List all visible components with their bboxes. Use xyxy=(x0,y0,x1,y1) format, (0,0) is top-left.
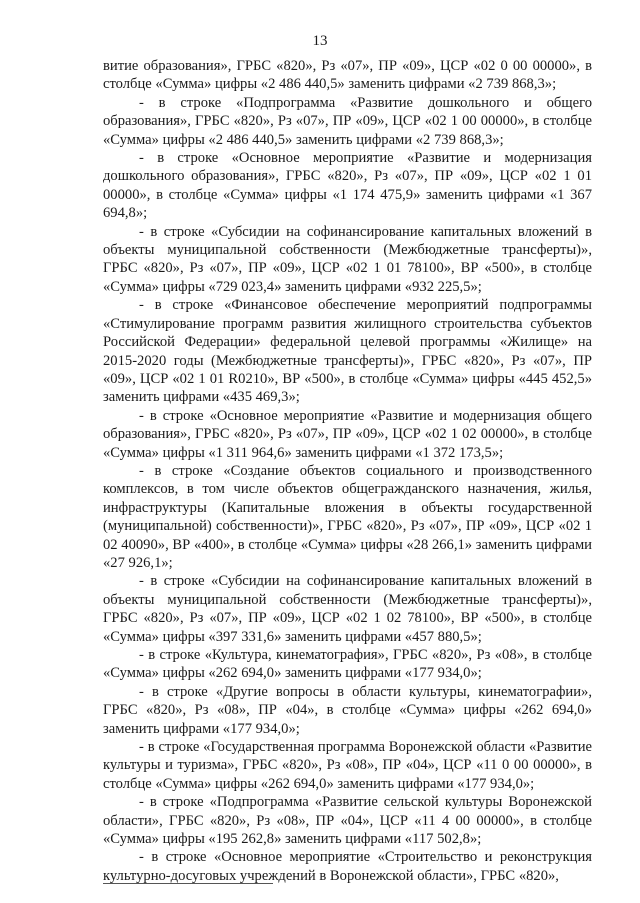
paragraph: - в строке «Культура, кинематография», ГРБС «820», Рз «08», в столбце «Сумма» цифры «262 694,0» заменить цифрами «177 934,0»; xyxy=(103,647,592,682)
paragraph: - в строке «Основное мероприятие «Строительство и реконструкция культурно-досуговых учреждений в Воронежской области», ГРБС «820», xyxy=(103,849,592,884)
paragraph: - в строке «Подпрограмма «Развитие дошкольного и общего образования», ГРБС «820», Рз «07», ПР «09», ЦСР «02 1 00 00000», в столбце «Сумма» цифры «2 486 440,5» заменить цифрами «2 739 868,3»; xyxy=(103,94,592,148)
paragraph: - в строке «Основное мероприятие «Развитие и модернизация дошкольного образования», ГРБС «820», Рз «07», ПР «09», ЦСР «02 1 01 00000», в столбце «Сумма» цифры «1 174 475,9» заменить цифрами «1 367 694,8»; xyxy=(103,150,592,222)
footnote-divider xyxy=(103,883,273,884)
paragraph: - в строке «Субсидии на софинансирование капитальных вложений в объекты муниципальной собственности (Межбюджетные трансферты)», ГРБС «820», Рз «07», ПР «09», ЦСР «02 1 01 78100», ВР «500», в столбце «Сумма» цифры «729 023,4» заменить цифрами «932 225,5»; xyxy=(103,223,592,295)
paragraph: - в строке «Другие вопросы в области культуры, кинематографии», ГРБС «820», Рз «08», ПР «04», в столбце «Сумма» цифры «262 694,0» заменить цифрами «177 934,0»; xyxy=(103,683,592,737)
page-number: 13 xyxy=(312,33,328,49)
paragraph: - в строке «Подпрограмма «Развитие сельской культуры Воронежской области», ГРБС «820», Рз «08», ПР «04», ЦСР «11 4 00 00000», в столбце «Сумма» цифры «195 262,8» заменить цифрами «117 502,8»; xyxy=(103,794,592,848)
document-body xyxy=(103,57,592,885)
paragraph: - в строке «Создание объектов социального и производственного комплексов, в том числе объектов общегражданского назначения, жилья, инфраструктуры (Капитальные вложения в объекты государственной (муниципальной) собственности)», ГРБС «820», Рз «07», ПР «09», ЦСР «02 1 02 40090», ВР «400», в столбце «Сумма» цифры «28 266,1» заменить цифрами «27 926,1»; xyxy=(103,462,592,571)
paragraph: - в строке «Финансовое обеспечение мероприятий подпрограммы «Стимулирование программ развития жилищного строительства субъектов Российской Федерации» федеральной целевой программы «Жилище» на 2015-2020 годы (Межбюджетные трансферты)», ГРБС «820», Рз «07», ПР «09», ЦСР «02 1 01 R0210», ВР «500», в столбце «Сумма» цифры «445 452,5» заменить цифрами «435 469,3»; xyxy=(103,297,592,406)
paragraph: - в строке «Основное мероприятие «Развитие и модернизация общего образования», ГРБС «820», Рз «07», ПР «09», ЦСР «02 1 02 00000», в столбце «Сумма» цифры «1 311 964,6» заменить цифрами «1 372 173,5»; xyxy=(103,407,592,461)
paragraph: - в строке «Субсидии на софинансирование капитальных вложений в объекты муниципальной собственности (Межбюджетные трансферты)», ГРБС «820», Рз «07», ПР «09», ЦСР «02 1 02 78100», ВР «500», в столбце «Сумма» цифры «397 331,6» заменить цифрами «457 880,5»; xyxy=(103,573,592,645)
paragraph: - в строке «Государственная программа Воронежской области «Развитие культуры и туризма», ГРБС «820», Рз «08», ПР «04», ЦСР «11 0 00 00000», в столбце «Сумма» цифры «262 694,0» заменить цифрами «177 934,0»; xyxy=(103,739,592,792)
paragraph-continuation: витие образования», ГРБС «820», Рз «07», ПР «09», ЦСР «02 0 00 00000», в столбце «Сумма» цифры «2 486 440,5» заменить цифрами «2 739 868,3»; xyxy=(103,58,592,93)
